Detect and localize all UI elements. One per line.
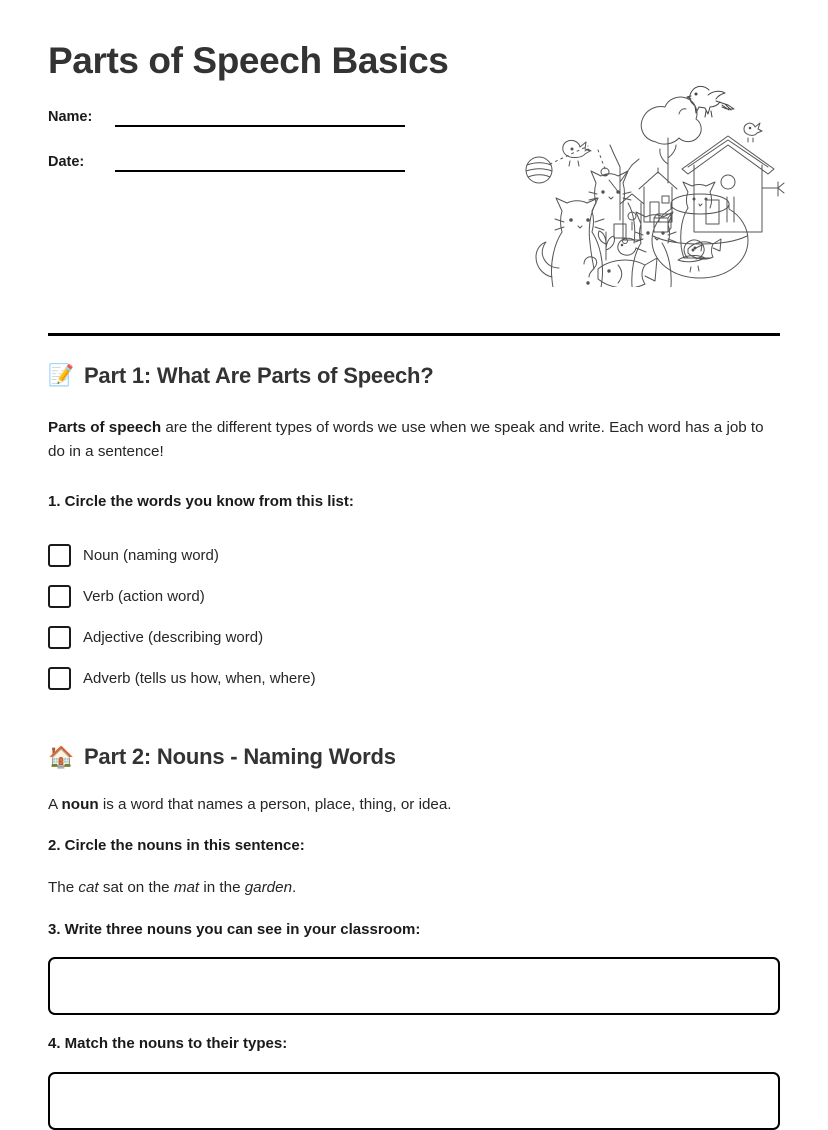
name-field-label: Name: bbox=[48, 109, 93, 126]
memo-pencil-icon: 📝 bbox=[48, 364, 74, 388]
flying-bird-icon bbox=[687, 86, 734, 117]
list-item[interactable] bbox=[48, 658, 780, 699]
name-field-line[interactable] bbox=[115, 125, 405, 127]
mouse-icon bbox=[618, 238, 646, 255]
noun-definition bbox=[48, 793, 780, 818]
ball-icon bbox=[526, 157, 552, 183]
list-item[interactable] bbox=[48, 535, 780, 576]
header-divider bbox=[48, 333, 780, 336]
tree-icon bbox=[641, 97, 701, 183]
header-illustration bbox=[510, 72, 790, 287]
sentence-part-2: sat on the bbox=[98, 878, 174, 896]
checkbox-label: Noun (naming word) bbox=[83, 547, 219, 565]
checkbox-verb[interactable] bbox=[48, 585, 71, 608]
noun-definition-rest: is a word that names a person, place, thing, or idea. bbox=[98, 795, 452, 813]
checkbox-label: Verb (action word) bbox=[83, 588, 205, 606]
section-heading-part-2 bbox=[48, 743, 780, 771]
worksheet-content bbox=[48, 362, 780, 1130]
cat-back-icon bbox=[589, 171, 635, 269]
part-1-checklist bbox=[48, 535, 780, 699]
part-1-intro-rest: are the different types of words we use when we speak and write. Each word has a job to do in a sentence! bbox=[48, 418, 764, 461]
house-icon bbox=[682, 123, 784, 232]
section-heading-text: Part 2: Nouns - Naming Words bbox=[83, 744, 396, 770]
squiggle-icon bbox=[584, 257, 597, 284]
header-block bbox=[48, 40, 468, 172]
small-bird-icon bbox=[563, 140, 591, 166]
fish-icon bbox=[598, 258, 657, 287]
section-heading-text: Part 1: What Are Parts of Speech? bbox=[83, 363, 434, 388]
cat-front-icon bbox=[536, 198, 604, 287]
question-1-label: 1. Circle the words you know from this list: bbox=[48, 492, 354, 510]
name-field-row bbox=[48, 105, 468, 127]
sentence-noun-mat: mat bbox=[173, 878, 200, 896]
answer-box-question-4[interactable] bbox=[48, 1072, 780, 1130]
part-1-intro-lead: Parts of speech bbox=[48, 418, 162, 436]
noun-definition-term: noun bbox=[61, 795, 99, 813]
date-field-row bbox=[48, 150, 468, 172]
noun-definition-prefix: A bbox=[48, 795, 62, 813]
checkbox-noun[interactable] bbox=[48, 544, 71, 567]
house-icon: 🏠 bbox=[48, 745, 74, 769]
sentence-part-3: in the bbox=[199, 878, 245, 896]
sentence-part-1: The bbox=[48, 878, 79, 896]
checkbox-label: Adverb (tells us how, when, where) bbox=[83, 670, 316, 688]
branch-icon bbox=[609, 145, 639, 220]
answer-box-question-3[interactable] bbox=[48, 957, 780, 1015]
checkbox-adverb[interactable] bbox=[48, 667, 71, 690]
date-field-label: Date: bbox=[48, 154, 85, 171]
date-field-line[interactable] bbox=[115, 170, 405, 172]
practice-sentence bbox=[48, 876, 780, 901]
sentence-noun-cat: cat bbox=[78, 878, 99, 896]
question-4-label: 4. Match the nouns to their types: bbox=[48, 1035, 288, 1052]
sentence-part-4: . bbox=[292, 878, 297, 896]
list-item[interactable] bbox=[48, 617, 780, 658]
sentence-noun-garden: garden bbox=[244, 878, 293, 896]
question-2-label: 2. Circle the nouns in this sentence: bbox=[48, 837, 305, 855]
checkbox-label: Adjective (describing word) bbox=[83, 629, 264, 647]
question-3-label: 3. Write three nouns you can see in your classroom: bbox=[48, 920, 421, 938]
checkbox-adjective[interactable] bbox=[48, 626, 71, 649]
list-item[interactable] bbox=[48, 576, 780, 617]
section-heading-part-1 bbox=[48, 362, 780, 390]
page-title: Parts of Speech Basics bbox=[48, 40, 449, 81]
part-1-intro bbox=[48, 416, 780, 465]
